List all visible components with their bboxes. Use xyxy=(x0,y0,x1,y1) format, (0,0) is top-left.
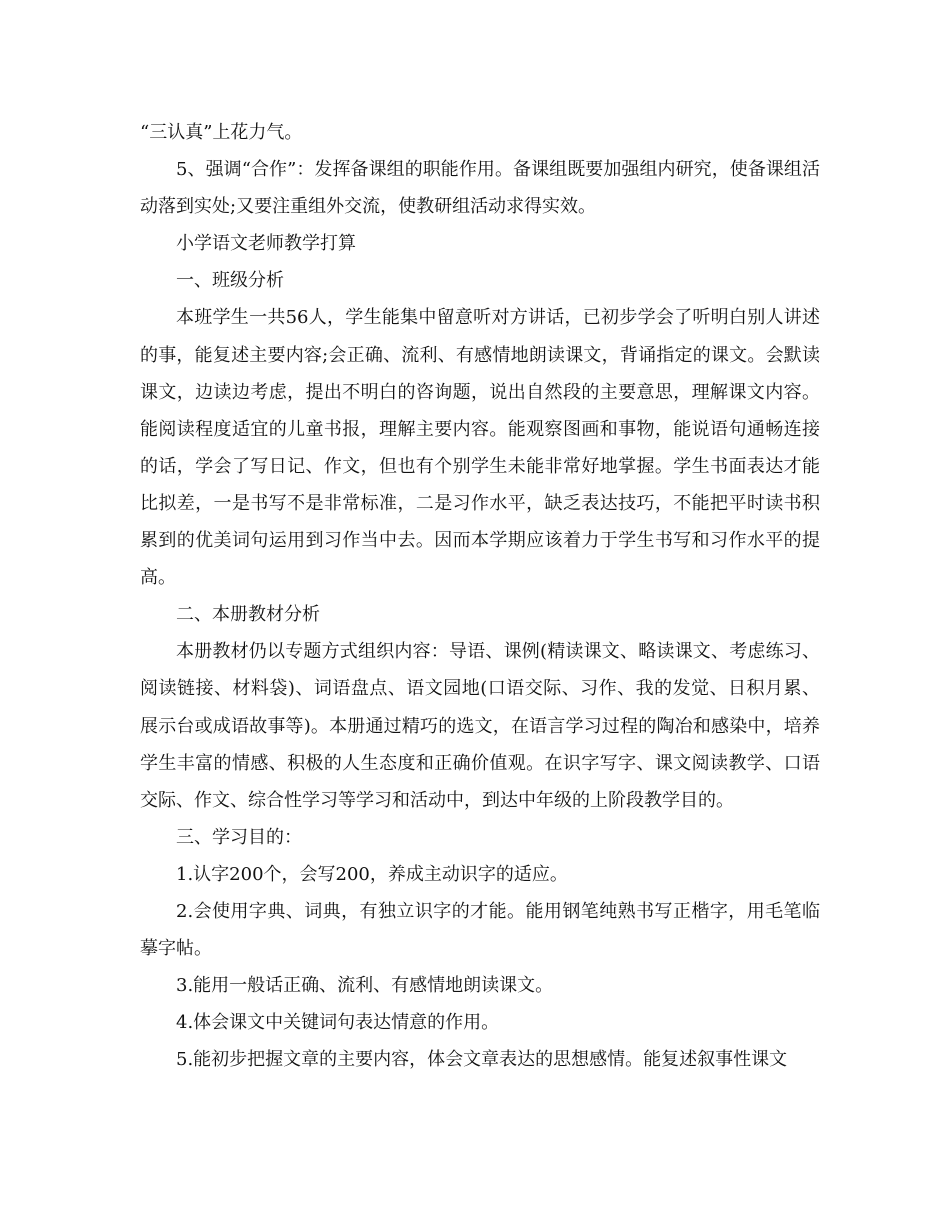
list-item: 5.能初步把握文章的主要内容，体会文章表达的思想感情。能复述叙事性课文 xyxy=(176,1049,788,1071)
paragraph: 5、强调“合作”：发挥备课组的职能作用。备课组既要加强组内研究，使备课组活动落到实处;又要注重组外交流，使教研组活动求得实效。 xyxy=(140,159,820,218)
paragraph: 本班学生一共56人，学生能集中留意听对方讲话，已初步学会了听明白别人讲述的事，能复述主要内容;会正确、流利、有感情地朗读课文，背诵指定的课文。会默读课文，边读边考虑，提出不明白的咨询题，说出自然段的主要意思，理解课文内容。能阅读程度适宜的儿童书报，理解主要内容。能观察图画和事物，能说语句通畅连接的话，学会了写日记、作文，但也有个别学生未能非常好地掌握。学生书面表达才能比拟差，一是书写不是非常标准，二是习作水平，缺乏表达技巧，不能把平时读书积累到的优美词句运用到习作当中去。因而本学期应该着力于学生书写和习作水平的提高。 xyxy=(140,307,820,589)
heading-learning-goals: 三、学习目的： xyxy=(176,826,302,848)
list-item: 3.能用一般话正确、流利、有感情地朗读课文。 xyxy=(176,975,554,997)
list-item: 1.认字200个，会写200，养成主动识字的适应。 xyxy=(176,863,568,885)
document-body xyxy=(140,114,820,1078)
heading-class-analysis: 一、班级分析 xyxy=(176,270,284,292)
paragraph: “三认真”上花力气。 xyxy=(140,122,303,143)
paragraph: 本册教材仍以专题方式组织内容：导语、课例(精读课文、略读课文、考虑练习、阅读链接、材料袋)、词语盘点、语文园地(口语交际、习作、我的发觉、日积月累、展示台或成语故事等)。本册通过精巧的选文，在语言学习过程的陶冶和感染中，培养学生丰富的情感、积极的人生态度和正确价值观。在识字写字、课文阅读教学、口语交际、作文、综合性学习等学习和活动中，到达中年级的上阶段教学目的。 xyxy=(140,641,820,811)
list-item: 4.体会课文中关键词句表达情意的作用。 xyxy=(176,1012,500,1034)
heading-textbook-analysis: 二、本册教材分析 xyxy=(176,604,320,626)
list-item: 2.会使用字典、词典，有独立识字的才能。能用钢笔纯熟书写正楷字，用毛笔临摹字帖。 xyxy=(140,900,820,960)
section-title: 小学语文老师教学打算 xyxy=(176,233,356,255)
